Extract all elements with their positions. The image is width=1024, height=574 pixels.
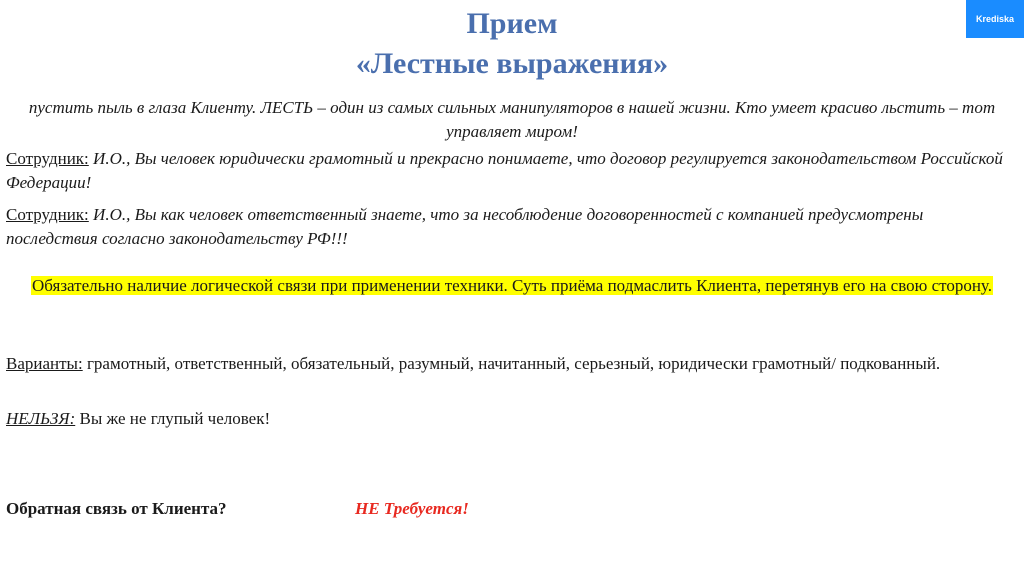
forbidden-label: НЕЛЬЗЯ: — [6, 409, 76, 428]
forbidden-text: Вы же не глупый человек! — [75, 409, 271, 428]
example-1-text: И.О., Вы человек юридически грамотный и прекрасно понимаете, что договор регулируется законодательством Российской Федерации! — [6, 149, 1003, 192]
example-2-label: Сотрудник: — [6, 205, 89, 224]
variants — [6, 352, 1006, 376]
highlighted-note — [0, 274, 1024, 298]
slide-title — [0, 4, 1024, 84]
variants-text: грамотный, ответственный, обязательный, разумный, начитанный, серьезный, юридически грамотный/ подкованный. — [82, 354, 941, 373]
forbidden — [6, 407, 1006, 431]
variants-label: Варианты: — [6, 354, 83, 373]
title-line-1: Прием — [466, 7, 558, 40]
example-2 — [6, 203, 1006, 251]
highlighted-note-text: Обязательно наличие логической связи при применении техники. Суть приёма подмаслить Клиента, перетянув его на свою сторону. — [32, 276, 992, 295]
feedback-question: Обратная связь от Клиента? — [6, 499, 227, 518]
brand-logo: Krediska — [966, 0, 1024, 38]
feedback-answer: НЕ Требуется! — [355, 499, 469, 518]
example-1-label: Сотрудник: — [6, 149, 89, 168]
intro-text: пустить пыль в глаза Клиенту. ЛЕСТЬ – один из самых сильных манипуляторов в нашей жизни. Кто умеет красиво льстить – тот управляет миром! — [28, 98, 996, 141]
title-line-2: «Лестные выражения» — [355, 47, 669, 80]
example-2-text: И.О., Вы как человек ответственный знаете, что за несоблюдение договоренностей с компанией предусмотрены последствия согласно законодательству РФ!!! — [6, 205, 924, 248]
example-1 — [6, 147, 1006, 195]
